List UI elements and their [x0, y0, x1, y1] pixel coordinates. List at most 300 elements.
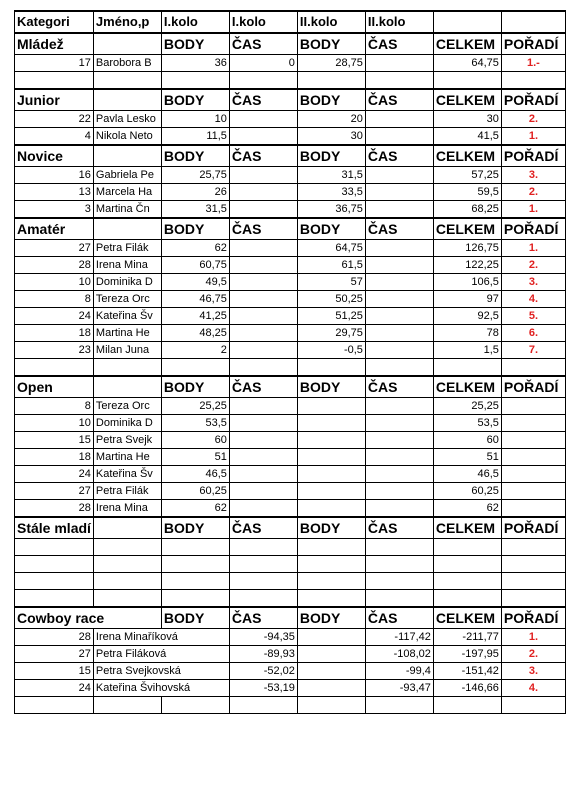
rank-cell[interactable]: 4. [501, 291, 565, 308]
rank-cell[interactable] [501, 432, 565, 449]
round2-points-cell[interactable]: -0,5 [297, 342, 365, 359]
start-number-cell[interactable]: 8 [15, 398, 94, 415]
round1-time-cell[interactable] [229, 167, 297, 184]
competitor-name-cell[interactable]: Dominika D [93, 274, 161, 291]
column-header-cell[interactable]: CELKEM [433, 33, 501, 55]
start-number-cell[interactable]: 22 [15, 111, 94, 128]
round1-points-cell[interactable]: 36 [161, 55, 229, 72]
start-number-cell[interactable]: 8 [15, 291, 94, 308]
section-header-empty-cell[interactable] [93, 33, 161, 55]
round1-points-cell[interactable]: 2 [161, 342, 229, 359]
round1-points-cell[interactable] [161, 590, 229, 608]
section-header-empty-cell[interactable] [93, 517, 161, 539]
rank-cell[interactable] [501, 590, 565, 608]
round1-points-cell[interactable]: 51 [161, 449, 229, 466]
column-header-cell[interactable]: ČAS [365, 33, 433, 55]
competitor-name-cell[interactable]: Petra Filáková [93, 646, 229, 663]
start-number-cell[interactable] [15, 72, 94, 90]
total-cell[interactable]: 51 [433, 449, 501, 466]
round2-points-cell[interactable]: 64,75 [297, 240, 365, 257]
value-cell[interactable]: -117,42 [365, 629, 433, 646]
total-cell[interactable]: 126,75 [433, 240, 501, 257]
start-number-cell[interactable]: 27 [15, 240, 94, 257]
start-number-cell[interactable]: 10 [15, 415, 94, 432]
round1-time-cell[interactable] [229, 359, 297, 377]
round2-time-cell[interactable] [365, 342, 433, 359]
round2-time-cell[interactable] [365, 556, 433, 573]
value-cell[interactable] [297, 646, 365, 663]
competitor-name-cell[interactable]: Dominika D [93, 415, 161, 432]
round1-points-cell[interactable]: 31,5 [161, 201, 229, 219]
header-cell-round1-points[interactable]: I.kolo [161, 11, 229, 33]
rank-cell[interactable] [501, 483, 565, 500]
competitor-name-cell[interactable]: Martina Čn [93, 201, 161, 219]
column-header-cell[interactable]: BODY [161, 89, 229, 111]
round2-points-cell[interactable] [297, 697, 365, 714]
section-title[interactable]: Stále mladí [15, 517, 94, 539]
round2-time-cell[interactable] [365, 167, 433, 184]
section-title[interactable]: Novice [15, 145, 94, 167]
round2-points-cell[interactable]: 61,5 [297, 257, 365, 274]
header-cell-category[interactable]: Kategori [15, 11, 94, 33]
round1-points-cell[interactable] [161, 359, 229, 377]
header-cell-name[interactable]: Jméno,p [93, 11, 161, 33]
round1-time-cell[interactable] [229, 291, 297, 308]
column-header-cell[interactable]: POŘADÍ [501, 376, 565, 398]
column-header-cell[interactable]: CELKEM [433, 218, 501, 240]
round2-points-cell[interactable] [297, 483, 365, 500]
total-cell[interactable]: 106,5 [433, 274, 501, 291]
round1-time-cell[interactable] [229, 184, 297, 201]
round1-time-cell[interactable] [229, 325, 297, 342]
start-number-cell[interactable]: 15 [15, 432, 94, 449]
competitor-name-cell[interactable]: Petra Svejk [93, 432, 161, 449]
round1-points-cell[interactable] [161, 573, 229, 590]
competitor-name-cell[interactable]: Barobora B [93, 55, 161, 72]
round2-time-cell[interactable] [365, 111, 433, 128]
round2-time-cell[interactable] [365, 72, 433, 90]
round2-time-cell[interactable] [365, 201, 433, 219]
column-header-cell[interactable]: ČAS [365, 218, 433, 240]
competitor-name-cell[interactable] [93, 72, 161, 90]
column-header-cell[interactable]: POŘADÍ [501, 517, 565, 539]
start-number-cell[interactable]: 24 [15, 308, 94, 325]
competitor-name-cell[interactable]: Milan Juna [93, 342, 161, 359]
round2-time-cell[interactable] [365, 500, 433, 518]
start-number-cell[interactable] [15, 590, 94, 608]
round1-time-cell[interactable] [229, 697, 297, 714]
header-cell-round2-time[interactable]: II.kolo [365, 11, 433, 33]
total-cell[interactable]: 97 [433, 291, 501, 308]
round1-points-cell[interactable]: 41,25 [161, 308, 229, 325]
rank-cell[interactable] [501, 72, 565, 90]
round2-time-cell[interactable] [365, 449, 433, 466]
column-header-cell[interactable]: BODY [297, 145, 365, 167]
round1-time-cell[interactable] [229, 240, 297, 257]
section-header-empty-cell[interactable] [93, 89, 161, 111]
value-cell[interactable]: -93,47 [365, 680, 433, 697]
round1-time-cell[interactable] [229, 432, 297, 449]
rank-cell[interactable]: 1.- [501, 55, 565, 72]
round1-time-cell[interactable] [229, 449, 297, 466]
rank-cell[interactable]: 3. [501, 274, 565, 291]
round1-time-cell[interactable] [229, 590, 297, 608]
round2-points-cell[interactable] [297, 500, 365, 518]
round1-time-cell[interactable] [229, 539, 297, 556]
section-title[interactable]: Amatér [15, 218, 94, 240]
start-number-cell[interactable]: 10 [15, 274, 94, 291]
column-header-cell[interactable]: ČAS [229, 33, 297, 55]
value-cell[interactable] [297, 663, 365, 680]
rank-cell[interactable]: 6. [501, 325, 565, 342]
competitor-name-cell[interactable]: Petra Svejkovská [93, 663, 229, 680]
total-cell[interactable]: 41,5 [433, 128, 501, 146]
rank-cell[interactable] [501, 398, 565, 415]
round2-points-cell[interactable] [297, 556, 365, 573]
round1-time-cell[interactable] [229, 274, 297, 291]
rank-cell[interactable]: 1. [501, 240, 565, 257]
column-header-cell[interactable]: BODY [297, 218, 365, 240]
rank-cell[interactable] [501, 556, 565, 573]
total-cell[interactable] [433, 590, 501, 608]
start-number-cell[interactable]: 4 [15, 128, 94, 146]
rank-cell[interactable] [501, 415, 565, 432]
rank-cell[interactable]: 2. [501, 257, 565, 274]
column-header-cell[interactable]: ČAS [365, 607, 433, 629]
total-cell[interactable]: 62 [433, 500, 501, 518]
rank-cell[interactable] [501, 573, 565, 590]
section-header-empty-cell[interactable] [93, 218, 161, 240]
start-number-cell[interactable]: 24 [15, 680, 94, 697]
round1-time-cell[interactable] [229, 466, 297, 483]
competitor-name-cell[interactable] [93, 590, 161, 608]
rank-cell[interactable]: 2. [501, 184, 565, 201]
round1-time-cell[interactable] [229, 128, 297, 146]
round2-time-cell[interactable] [365, 184, 433, 201]
round2-points-cell[interactable] [297, 359, 365, 377]
round1-time-cell[interactable] [229, 342, 297, 359]
total-cell[interactable]: 68,25 [433, 201, 501, 219]
column-header-cell[interactable]: BODY [161, 33, 229, 55]
competitor-name-cell[interactable]: Irena Mina [93, 500, 161, 518]
round1-time-cell[interactable] [229, 111, 297, 128]
rank-cell[interactable]: 7. [501, 342, 565, 359]
round1-time-cell[interactable] [229, 72, 297, 90]
round1-time-cell[interactable] [229, 308, 297, 325]
competitor-name-cell[interactable]: Irena Minaříková [93, 629, 229, 646]
round1-time-cell[interactable] [229, 483, 297, 500]
competitor-name-cell[interactable] [93, 539, 161, 556]
column-header-cell[interactable]: ČAS [365, 517, 433, 539]
column-header-cell[interactable]: CELKEM [433, 376, 501, 398]
total-cell[interactable]: 46,5 [433, 466, 501, 483]
rank-cell[interactable] [501, 539, 565, 556]
column-header-cell[interactable]: BODY [297, 33, 365, 55]
rank-cell[interactable] [501, 697, 565, 714]
column-header-cell[interactable]: CELKEM [433, 517, 501, 539]
round2-points-cell[interactable]: 50,25 [297, 291, 365, 308]
round2-time-cell[interactable] [365, 590, 433, 608]
total-cell[interactable]: 59,5 [433, 184, 501, 201]
round1-points-cell[interactable] [161, 539, 229, 556]
start-number-cell[interactable]: 17 [15, 55, 94, 72]
round1-points-cell[interactable]: 49,5 [161, 274, 229, 291]
round2-points-cell[interactable]: 31,5 [297, 167, 365, 184]
value-cell[interactable]: -99,4 [365, 663, 433, 680]
start-number-cell[interactable]: 24 [15, 466, 94, 483]
column-header-cell[interactable]: BODY [161, 218, 229, 240]
rank-cell[interactable]: 1. [501, 629, 565, 646]
rank-cell[interactable] [501, 449, 565, 466]
round1-time-cell[interactable] [229, 415, 297, 432]
competitor-name-cell[interactable]: Kateřina Šv [93, 466, 161, 483]
round1-points-cell[interactable]: 25,25 [161, 398, 229, 415]
start-number-cell[interactable]: 28 [15, 629, 94, 646]
round2-time-cell[interactable] [365, 483, 433, 500]
round2-time-cell[interactable] [365, 128, 433, 146]
round1-points-cell[interactable]: 62 [161, 240, 229, 257]
column-header-cell[interactable]: BODY [297, 607, 365, 629]
round1-points-cell[interactable]: 48,25 [161, 325, 229, 342]
start-number-cell[interactable]: 15 [15, 663, 94, 680]
round2-time-cell[interactable] [365, 466, 433, 483]
total-cell[interactable]: 60 [433, 432, 501, 449]
round1-points-cell[interactable]: 11,5 [161, 128, 229, 146]
value-cell[interactable]: -151,42 [433, 663, 501, 680]
start-number-cell[interactable]: 28 [15, 257, 94, 274]
rank-cell[interactable]: 5. [501, 308, 565, 325]
start-number-cell[interactable]: 23 [15, 342, 94, 359]
round1-points-cell[interactable]: 10 [161, 111, 229, 128]
value-cell[interactable]: -108,02 [365, 646, 433, 663]
section-header-empty-cell[interactable] [93, 145, 161, 167]
section-title[interactable]: Mládež [15, 33, 94, 55]
competitor-name-cell[interactable] [93, 573, 161, 590]
round2-points-cell[interactable] [297, 590, 365, 608]
round1-points-cell[interactable]: 60,75 [161, 257, 229, 274]
rank-cell[interactable]: 1. [501, 201, 565, 219]
round2-points-cell[interactable] [297, 573, 365, 590]
round2-time-cell[interactable] [365, 55, 433, 72]
total-cell[interactable]: 64,75 [433, 55, 501, 72]
rank-cell[interactable]: 3. [501, 663, 565, 680]
value-cell[interactable]: -94,35 [229, 629, 297, 646]
header-cell-round2-points[interactable]: II.kolo [297, 11, 365, 33]
value-cell[interactable]: -211,77 [433, 629, 501, 646]
start-number-cell[interactable]: 16 [15, 167, 94, 184]
round2-time-cell[interactable] [365, 240, 433, 257]
value-cell[interactable]: -89,93 [229, 646, 297, 663]
round1-points-cell[interactable]: 62 [161, 500, 229, 518]
rank-cell[interactable]: 1. [501, 128, 565, 146]
round1-points-cell[interactable]: 46,5 [161, 466, 229, 483]
round1-time-cell[interactable] [229, 500, 297, 518]
total-cell[interactable]: 60,25 [433, 483, 501, 500]
column-header-cell[interactable]: ČAS [229, 607, 297, 629]
round1-points-cell[interactable]: 60 [161, 432, 229, 449]
header-cell-round1-time[interactable]: I.kolo [229, 11, 297, 33]
total-cell[interactable]: 53,5 [433, 415, 501, 432]
start-number-cell[interactable] [15, 573, 94, 590]
start-number-cell[interactable]: 13 [15, 184, 94, 201]
total-cell[interactable] [433, 72, 501, 90]
column-header-cell[interactable]: ČAS [365, 89, 433, 111]
round2-points-cell[interactable]: 29,75 [297, 325, 365, 342]
rank-cell[interactable] [501, 500, 565, 518]
round2-time-cell[interactable] [365, 291, 433, 308]
column-header-cell[interactable]: ČAS [229, 89, 297, 111]
column-header-cell[interactable]: CELKEM [433, 145, 501, 167]
value-cell[interactable]: -197,95 [433, 646, 501, 663]
column-header-cell[interactable]: BODY [161, 607, 229, 629]
total-cell[interactable]: 122,25 [433, 257, 501, 274]
competitor-name-cell[interactable]: Petra Filák [93, 240, 161, 257]
total-cell[interactable]: 57,25 [433, 167, 501, 184]
header-cell-empty[interactable] [501, 11, 565, 33]
competitor-name-cell[interactable]: Pavla Lesko [93, 111, 161, 128]
total-cell[interactable]: 78 [433, 325, 501, 342]
round1-time-cell[interactable] [229, 573, 297, 590]
round1-time-cell[interactable]: 0 [229, 55, 297, 72]
round2-time-cell[interactable] [365, 432, 433, 449]
section-header-empty-cell[interactable] [93, 376, 161, 398]
round2-points-cell[interactable]: 36,75 [297, 201, 365, 219]
round2-time-cell[interactable] [365, 308, 433, 325]
round2-points-cell[interactable] [297, 415, 365, 432]
rank-cell[interactable] [501, 466, 565, 483]
start-number-cell[interactable]: 18 [15, 449, 94, 466]
round2-time-cell[interactable] [365, 274, 433, 291]
round1-points-cell[interactable]: 53,5 [161, 415, 229, 432]
total-cell[interactable] [433, 539, 501, 556]
round2-time-cell[interactable] [365, 398, 433, 415]
competitor-name-cell[interactable]: Tereza Orc [93, 398, 161, 415]
competitor-name-cell[interactable] [93, 697, 161, 714]
section-title[interactable]: Cowboy race [15, 607, 162, 629]
column-header-cell[interactable]: CELKEM [433, 607, 501, 629]
round1-points-cell[interactable]: 60,25 [161, 483, 229, 500]
round1-time-cell[interactable] [229, 257, 297, 274]
column-header-cell[interactable]: POŘADÍ [501, 89, 565, 111]
rank-cell[interactable] [501, 359, 565, 377]
round2-time-cell[interactable] [365, 573, 433, 590]
round1-points-cell[interactable] [161, 697, 229, 714]
round1-points-cell[interactable]: 26 [161, 184, 229, 201]
column-header-cell[interactable]: BODY [297, 89, 365, 111]
round2-points-cell[interactable]: 30 [297, 128, 365, 146]
column-header-cell[interactable]: BODY [161, 145, 229, 167]
round2-time-cell[interactable] [365, 257, 433, 274]
round2-points-cell[interactable] [297, 398, 365, 415]
section-title[interactable]: Junior [15, 89, 94, 111]
value-cell[interactable] [297, 680, 365, 697]
total-cell[interactable]: 1,5 [433, 342, 501, 359]
column-header-cell[interactable]: ČAS [229, 145, 297, 167]
value-cell[interactable] [297, 629, 365, 646]
competitor-name-cell[interactable]: Martina He [93, 449, 161, 466]
column-header-cell[interactable]: POŘADÍ [501, 607, 565, 629]
round2-time-cell[interactable] [365, 415, 433, 432]
header-cell-empty[interactable] [433, 11, 501, 33]
round2-points-cell[interactable] [297, 466, 365, 483]
competitor-name-cell[interactable]: Kateřina Šv [93, 308, 161, 325]
column-header-cell[interactable]: BODY [297, 376, 365, 398]
competitor-name-cell[interactable]: Irena Mina [93, 257, 161, 274]
start-number-cell[interactable]: 27 [15, 646, 94, 663]
total-cell[interactable] [433, 573, 501, 590]
start-number-cell[interactable]: 18 [15, 325, 94, 342]
round1-points-cell[interactable]: 46,75 [161, 291, 229, 308]
total-cell[interactable] [433, 359, 501, 377]
start-number-cell[interactable] [15, 697, 94, 714]
round2-time-cell[interactable] [365, 539, 433, 556]
column-header-cell[interactable]: ČAS [365, 145, 433, 167]
column-header-cell[interactable]: ČAS [229, 376, 297, 398]
round2-points-cell[interactable]: 28,75 [297, 55, 365, 72]
total-cell[interactable] [433, 556, 501, 573]
competitor-name-cell[interactable]: Tereza Orc [93, 291, 161, 308]
start-number-cell[interactable] [15, 539, 94, 556]
total-cell[interactable]: 25,25 [433, 398, 501, 415]
value-cell[interactable]: -52,02 [229, 663, 297, 680]
competitor-name-cell[interactable]: Martina He [93, 325, 161, 342]
round2-points-cell[interactable] [297, 432, 365, 449]
total-cell[interactable]: 30 [433, 111, 501, 128]
start-number-cell[interactable]: 27 [15, 483, 94, 500]
rank-cell[interactable]: 2. [501, 111, 565, 128]
competitor-name-cell[interactable]: Kateřina Švihovská [93, 680, 229, 697]
section-title[interactable]: Open [15, 376, 94, 398]
round2-points-cell[interactable] [297, 72, 365, 90]
column-header-cell[interactable]: POŘADÍ [501, 33, 565, 55]
column-header-cell[interactable]: POŘADÍ [501, 218, 565, 240]
rank-cell[interactable]: 4. [501, 680, 565, 697]
round2-points-cell[interactable]: 51,25 [297, 308, 365, 325]
start-number-cell[interactable]: 3 [15, 201, 94, 219]
round2-points-cell[interactable] [297, 539, 365, 556]
column-header-cell[interactable]: BODY [161, 376, 229, 398]
column-header-cell[interactable]: ČAS [229, 517, 297, 539]
round1-time-cell[interactable] [229, 201, 297, 219]
round2-points-cell[interactable]: 57 [297, 274, 365, 291]
round2-time-cell[interactable] [365, 359, 433, 377]
round1-points-cell[interactable]: 25,75 [161, 167, 229, 184]
round2-time-cell[interactable] [365, 697, 433, 714]
round1-time-cell[interactable] [229, 556, 297, 573]
round1-points-cell[interactable] [161, 556, 229, 573]
round2-points-cell[interactable] [297, 449, 365, 466]
competitor-name-cell[interactable]: Marcela Ha [93, 184, 161, 201]
column-header-cell[interactable]: CELKEM [433, 89, 501, 111]
competitor-name-cell[interactable]: Gabriela Pe [93, 167, 161, 184]
rank-cell[interactable]: 2. [501, 646, 565, 663]
total-cell[interactable]: 92,5 [433, 308, 501, 325]
column-header-cell[interactable]: ČAS [229, 218, 297, 240]
value-cell[interactable]: -53,19 [229, 680, 297, 697]
round1-points-cell[interactable] [161, 72, 229, 90]
competitor-name-cell[interactable]: Petra Filák [93, 483, 161, 500]
round2-time-cell[interactable] [365, 325, 433, 342]
value-cell[interactable]: -146,66 [433, 680, 501, 697]
round2-points-cell[interactable]: 33,5 [297, 184, 365, 201]
start-number-cell[interactable] [15, 556, 94, 573]
competitor-name-cell[interactable]: Nikola Neto [93, 128, 161, 146]
column-header-cell[interactable]: BODY [297, 517, 365, 539]
start-number-cell[interactable] [15, 359, 94, 377]
round2-points-cell[interactable]: 20 [297, 111, 365, 128]
total-cell[interactable] [433, 697, 501, 714]
rank-cell[interactable]: 3. [501, 167, 565, 184]
